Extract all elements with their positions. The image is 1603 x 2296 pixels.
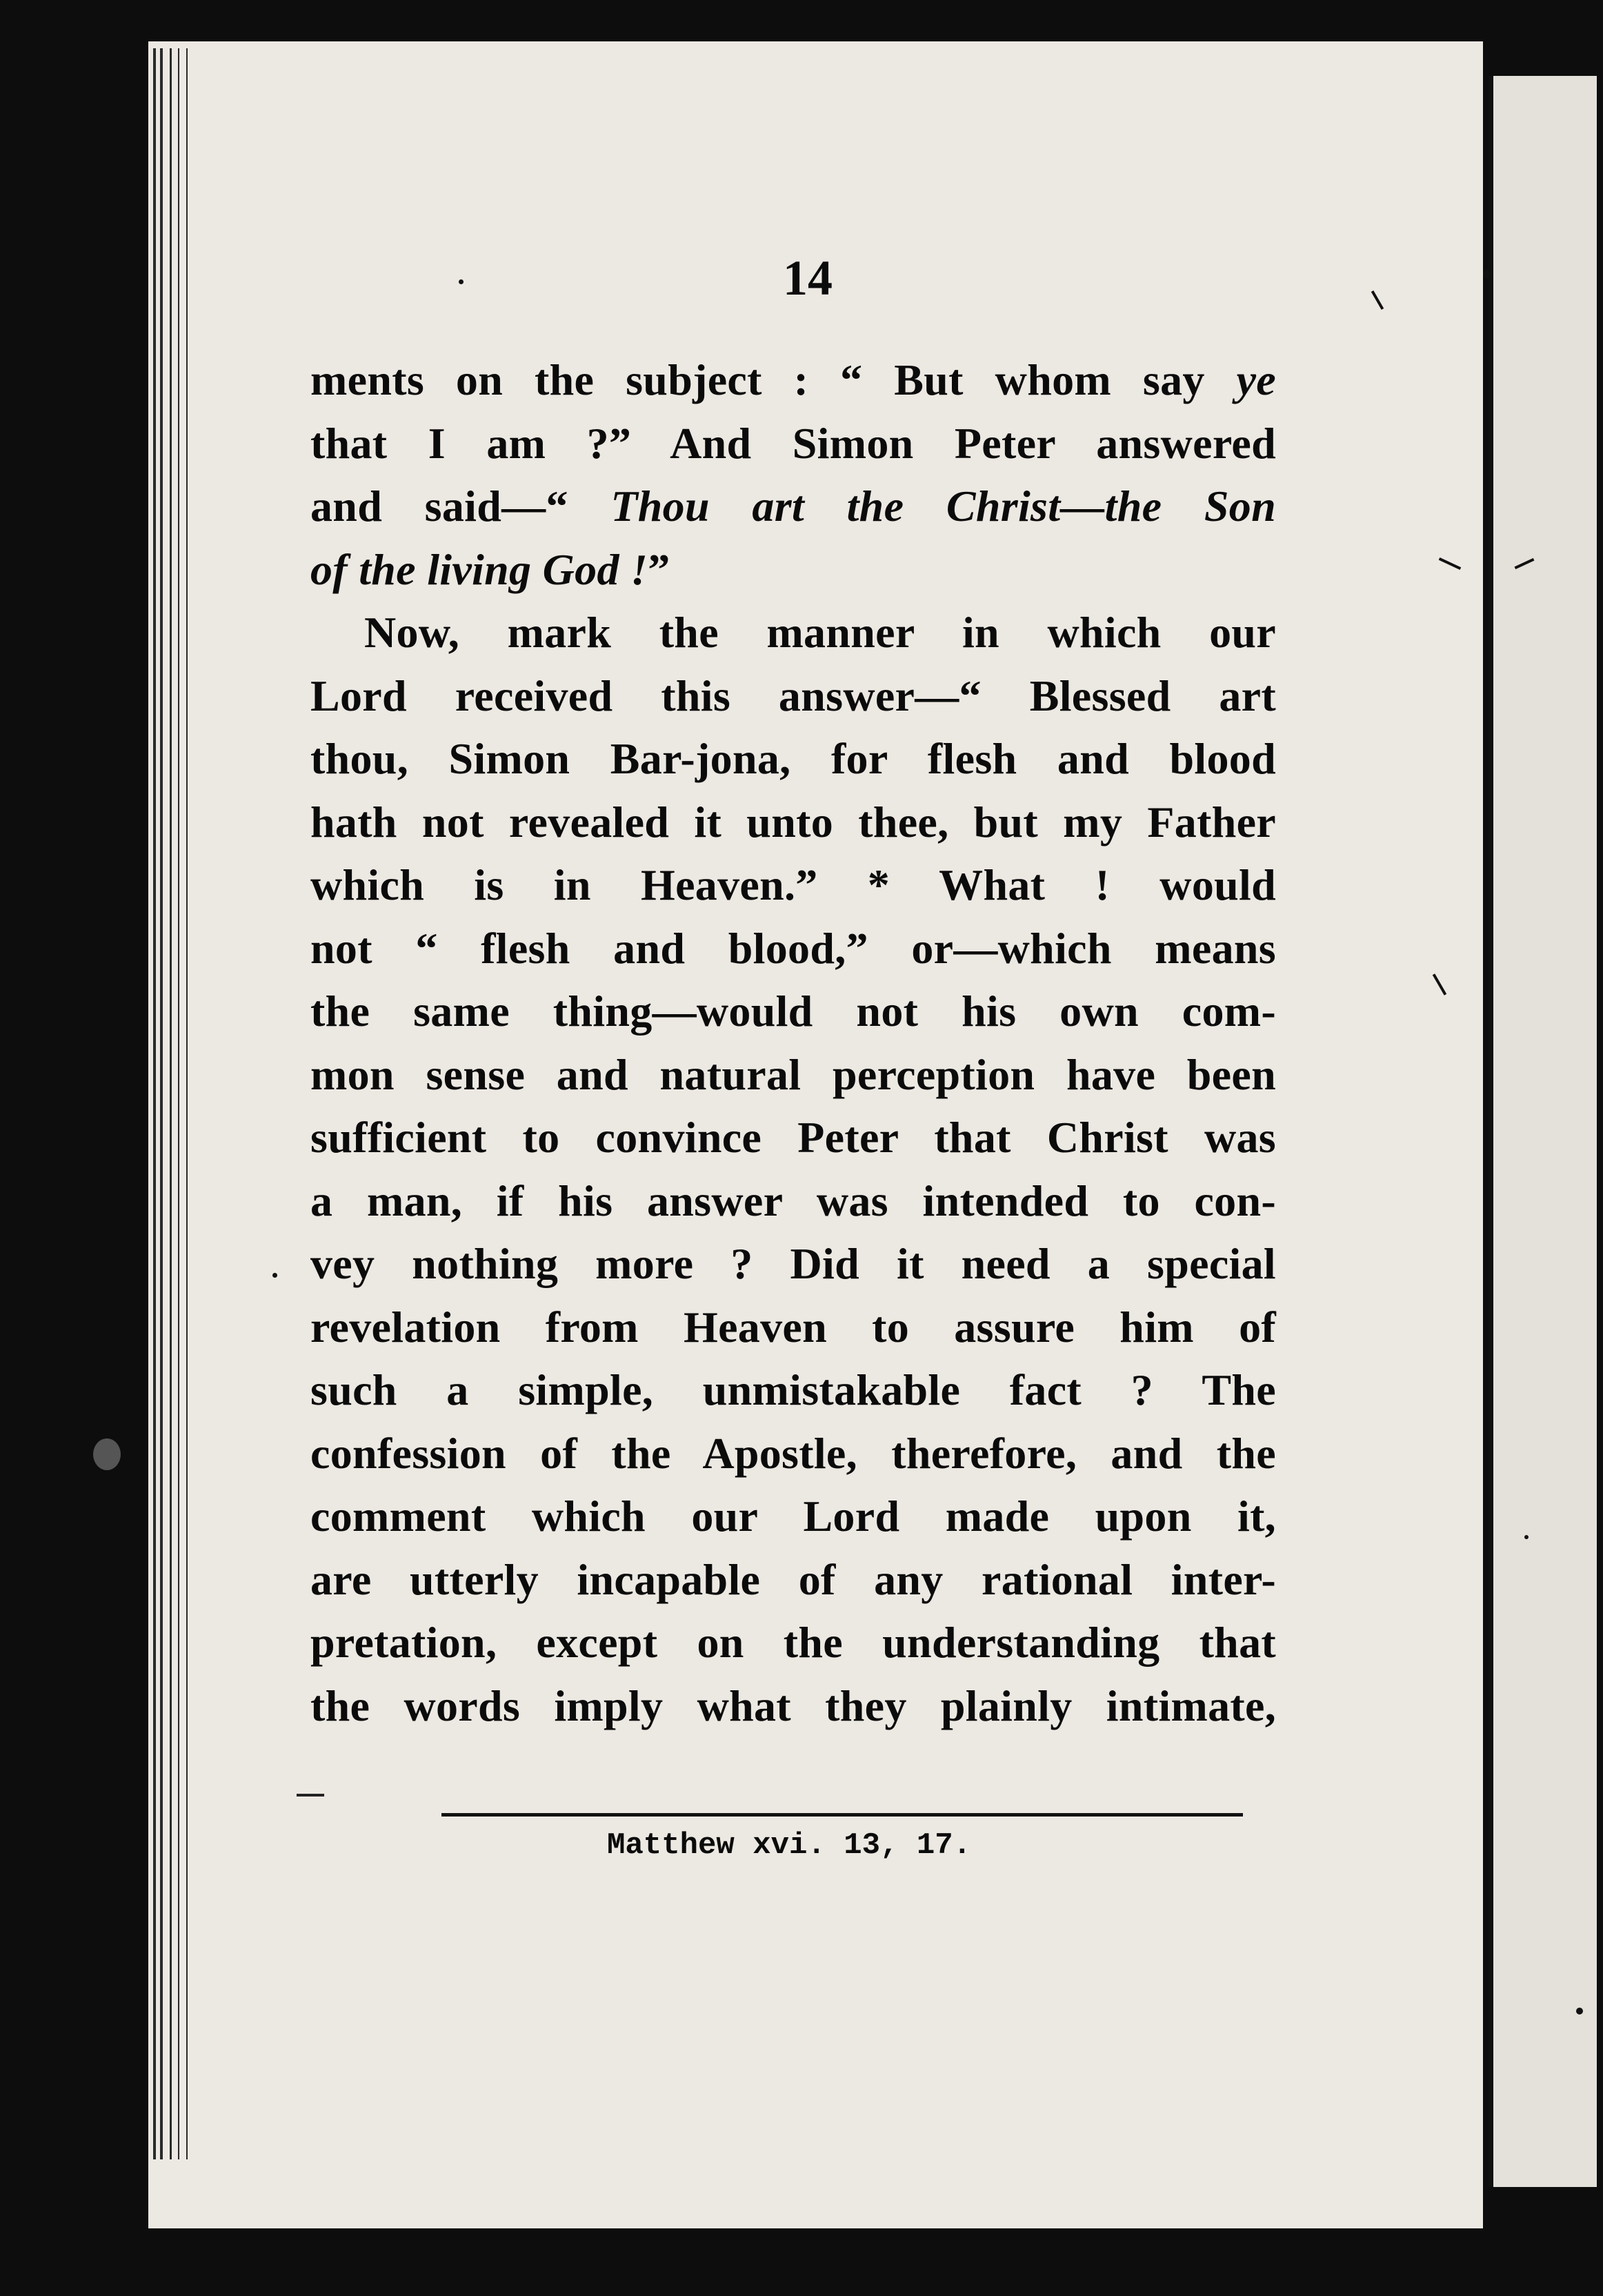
binding-line <box>170 48 172 2159</box>
page-number: 14 <box>783 250 833 306</box>
text-line: ments on the subject : “ But whom say ye <box>310 355 1276 404</box>
text-line: are utterly incapable of any rational inter- <box>310 1554 1276 1604</box>
text-line: sufficient to convince Peter that Christ was <box>310 1113 1276 1162</box>
binding-line <box>186 48 188 2159</box>
adjacent-page <box>1493 76 1597 2187</box>
scan-speck <box>459 279 464 284</box>
scan-speck <box>1524 1535 1529 1539</box>
scan-speck <box>1576 2008 1583 2015</box>
text-line: confession of the Apostle, therefore, and the <box>310 1428 1276 1478</box>
scan-speck <box>1483 269 1493 279</box>
footnote-rule <box>441 1813 1243 1817</box>
body-text <box>310 348 1276 1737</box>
scan-speck <box>93 1438 121 1470</box>
text-line: pretation, except on the understanding that <box>310 1618 1276 1667</box>
binding-line <box>178 48 179 2159</box>
text-line: that I am ?” And Simon Peter answered <box>310 418 1276 468</box>
text-line: Lord received this answer—“ Blessed art <box>310 671 1276 720</box>
text-line: hath not revealed it unto thee, but my Father <box>310 797 1276 847</box>
text-line: vey nothing more ? Did it need a special <box>310 1239 1276 1288</box>
text-line: the words imply what they plainly intimate, <box>310 1681 1276 1730</box>
text-line: a man, if his answer was intended to con- <box>310 1176 1276 1225</box>
text-line: mon sense and natural perception have been <box>310 1049 1276 1099</box>
footnote-dash <box>297 1794 324 1797</box>
text-line: thou, Simon Bar-jona, for flesh and blood <box>310 734 1276 783</box>
adjacent-page-edge <box>1488 76 1493 2187</box>
text-line: of the living God !” <box>310 544 670 594</box>
text-line: Now, mark the manner in which our <box>364 608 1276 657</box>
text-line: not “ flesh and blood,” or—which means <box>310 923 1276 973</box>
text-line: which is in Heaven.” * What ! would <box>310 860 1276 909</box>
text-line: the same thing—would not his own com- <box>310 987 1276 1036</box>
binding-line <box>160 48 163 2159</box>
text-line: comment which our Lord made upon it, <box>310 1492 1276 1541</box>
text-line: such a simple, unmistakable fact ? The <box>310 1365 1276 1414</box>
text-line: and said—“ Thou art the Christ—the Son <box>310 482 1276 531</box>
footnote: Matthew xvi. 13, 17. <box>607 1828 972 1863</box>
binding-line <box>153 48 156 2159</box>
text-line: revelation from Heaven to assure him of <box>310 1302 1276 1352</box>
scan-speck <box>272 1273 277 1278</box>
